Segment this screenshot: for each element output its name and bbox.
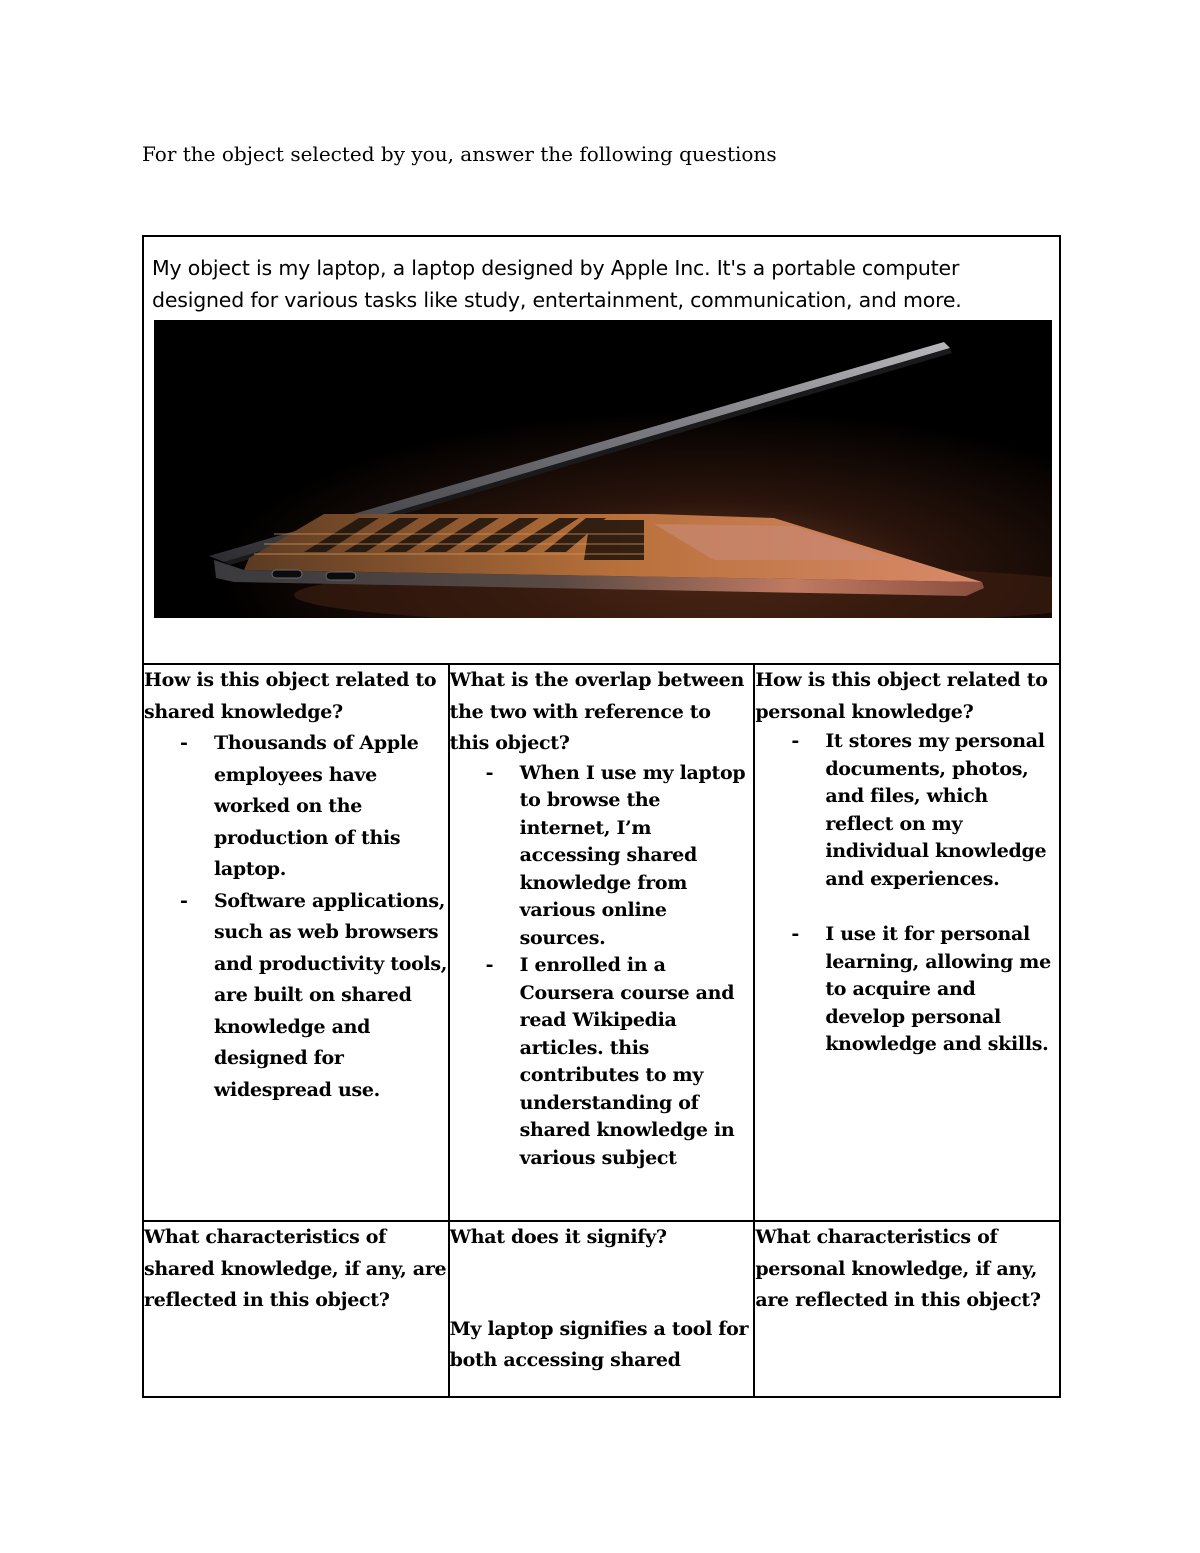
personal-knowledge-points xyxy=(755,728,1059,1059)
signify-cell xyxy=(449,1221,755,1397)
list-item: - I enrolled in a Coursera course and read Wikipedia articles. this contributes to my understanding of shared knowledge in various subject xyxy=(450,952,754,1172)
shared-characteristics-question: What characteristics of shared knowledge, if any, are reflected in this object? xyxy=(144,1226,447,1311)
personal-knowledge-question: How is this object related to personal knowledge? xyxy=(755,669,1048,723)
laptop-photo xyxy=(154,320,1052,618)
personal-characteristics-cell xyxy=(754,1221,1060,1397)
shared-knowledge-cell xyxy=(143,664,449,1221)
object-cell xyxy=(143,236,1060,664)
list-item: - It stores my personal documents, photos, and files, which reflect on my individual knowledge and experiences. xyxy=(755,728,1059,893)
object-line-2: designed for various tasks like study, entertainment, communication, and more. xyxy=(152,288,962,312)
personal-characteristics-question: What characteristics of personal knowledge, if any, are reflected in this object? xyxy=(755,1226,1041,1311)
question-table xyxy=(142,235,1061,1398)
list-item: - Software applications, such as web browsers and productivity tools, are built on shared knowledge and designed for widespread use. xyxy=(144,886,448,1107)
signify-answer: My laptop signifies a tool for both accessing shared xyxy=(449,1317,749,1371)
shared-characteristics-cell xyxy=(143,1221,449,1397)
list-item: - When I use my laptop to browse the internet, I’m accessing shared knowledge from various online sources. xyxy=(450,760,754,953)
object-description xyxy=(144,237,1059,316)
overlap-points xyxy=(450,760,754,1173)
object-line-1: My object is my laptop, a laptop designed by Apple Inc. It's a portable computer xyxy=(152,256,960,280)
list-item: - Thousands of Apple employees have worked on the production of this laptop. xyxy=(144,728,448,886)
list-item: - I use it for personal learning, allowing me to acquire and develop personal knowledge and skills. xyxy=(755,921,1059,1059)
intro-text: For the object selected by you, answer the following questions xyxy=(142,142,777,166)
overlap-cell xyxy=(449,664,755,1221)
shared-knowledge-points xyxy=(144,728,448,1106)
personal-knowledge-cell xyxy=(754,664,1060,1221)
shared-knowledge-question: How is this object related to shared knowledge? xyxy=(144,669,437,723)
overlap-question: What is the overlap between the two with reference to this object? xyxy=(449,669,744,754)
signify-question: What does it signify? xyxy=(449,1226,667,1248)
